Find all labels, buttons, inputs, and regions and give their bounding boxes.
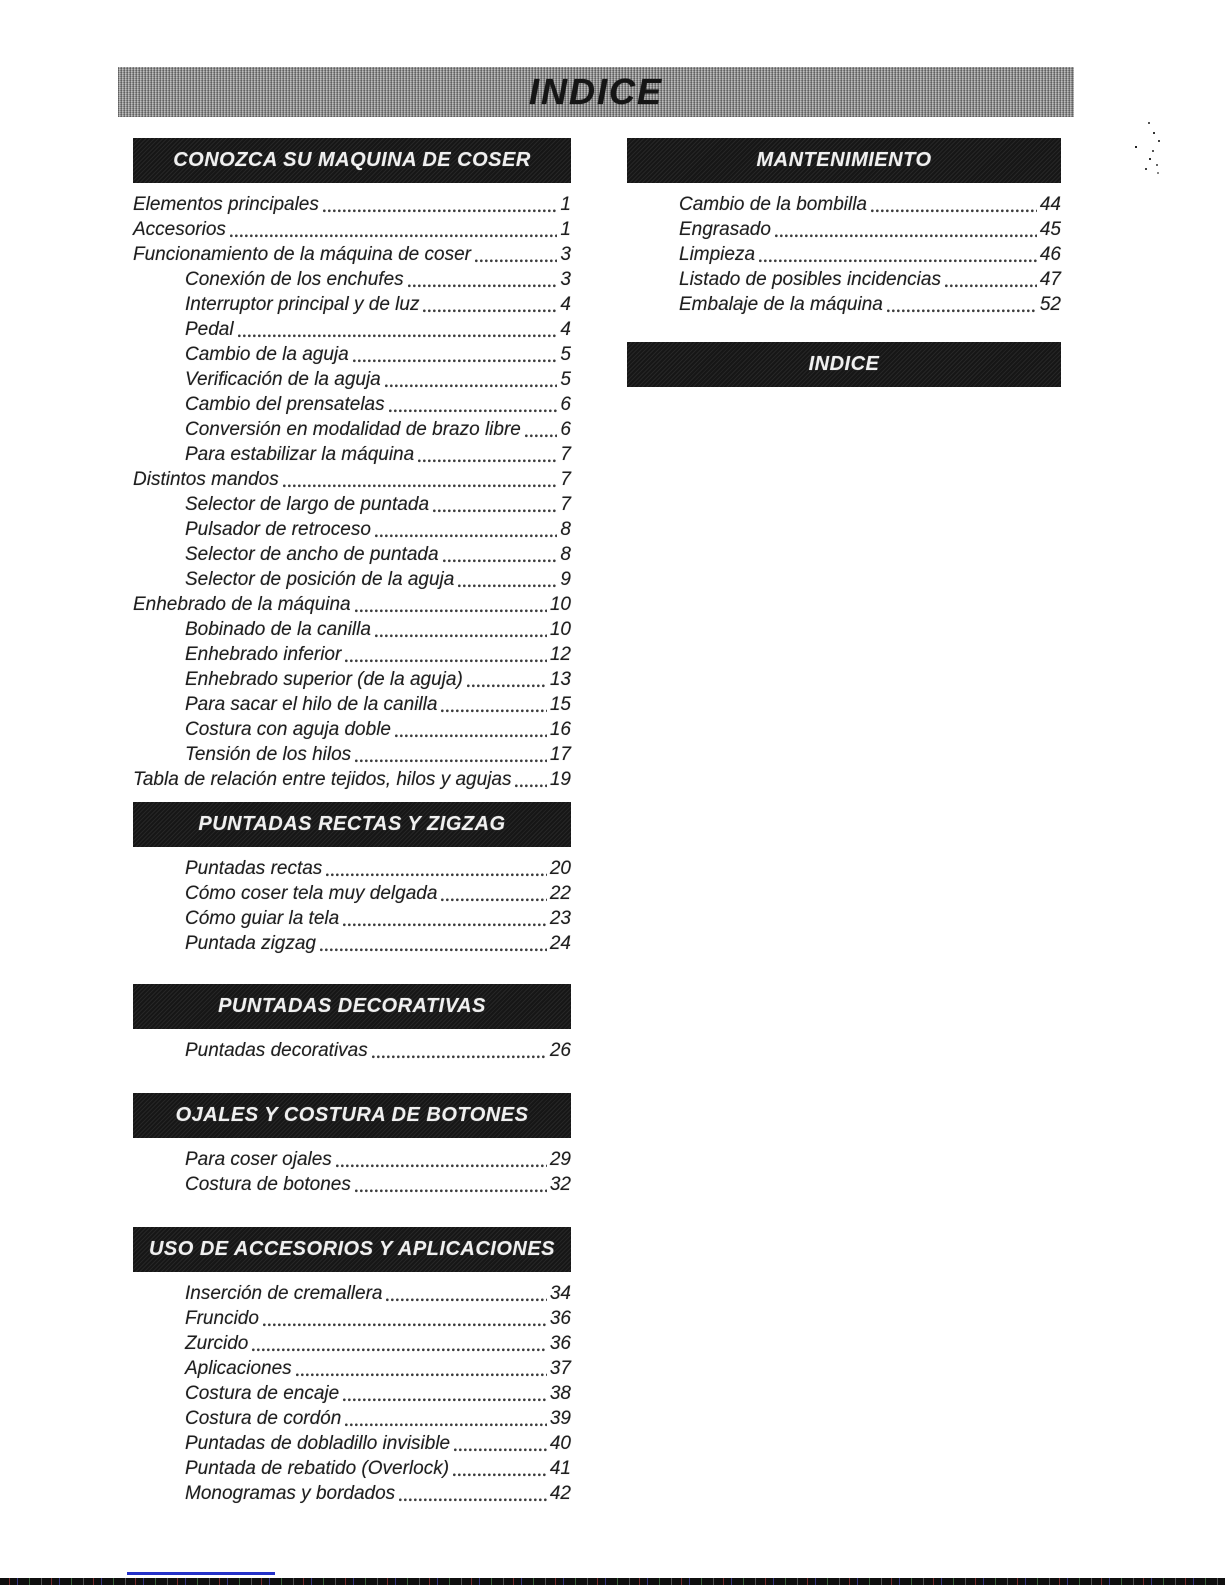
toc-entry: [133, 492, 571, 517]
toc-entry-label: Puntadas decorativas: [185, 1040, 368, 1061]
dot-leader: [353, 342, 558, 367]
toc-entry-page: 32: [549, 1174, 571, 1195]
toc-entry: [627, 292, 1061, 317]
scan-edge-artifact: [0, 1578, 1225, 1585]
toc-entry-label: Para estabilizar la máquina: [185, 444, 415, 465]
toc-entry-label: Verificación de la aguja: [185, 369, 381, 390]
index-title-banner: [118, 67, 1074, 117]
toc-entry-label: Distintos mandos: [133, 469, 279, 490]
toc-entry: [133, 1456, 571, 1481]
toc-entry-page: 5: [560, 369, 571, 390]
toc-entry: [133, 367, 571, 392]
toc-entry-page: 17: [549, 744, 571, 765]
dot-leader: [230, 217, 558, 242]
dot-leader: [475, 242, 557, 267]
toc-section-conozca: [133, 138, 571, 792]
dot-leader: [399, 1481, 547, 1506]
toc-entry-label: Selector de largo de puntada: [185, 494, 430, 515]
dot-leader: [323, 192, 558, 217]
toc-entry: [133, 292, 571, 317]
toc-entry: [133, 1306, 571, 1331]
section-heading: USO DE ACCESORIOS Y APLICACIONES: [133, 1227, 571, 1272]
toc-entry-label: Embalaje de la máquina: [679, 294, 883, 315]
section-heading: CONOZCA SU MAQUINA DE COSER: [133, 138, 571, 183]
toc-entry-page: 34: [549, 1283, 571, 1304]
toc-entry-page: 1: [560, 194, 571, 215]
toc-entry-page: 7: [560, 494, 571, 515]
toc-entry: [133, 767, 571, 792]
toc-entry-page: 4: [560, 319, 571, 340]
toc-entry-page: 12: [549, 644, 571, 665]
toc-entry-page: 36: [549, 1333, 571, 1354]
dot-leader: [453, 1456, 547, 1481]
dot-leader: [945, 267, 1037, 292]
dot-leader: [515, 767, 546, 792]
dot-leader: [441, 881, 546, 906]
toc-entry: [133, 642, 571, 667]
toc-entry: [133, 467, 571, 492]
dot-leader: [283, 467, 558, 492]
dot-leader: [320, 931, 547, 956]
dot-leader: [433, 492, 557, 517]
toc-entry-page: 4: [560, 294, 571, 315]
toc-entry: [133, 1381, 571, 1406]
dot-leader: [296, 1356, 547, 1381]
toc-entry: [627, 217, 1061, 242]
toc-entry-page: 20: [549, 858, 571, 879]
dot-leader: [395, 717, 547, 742]
toc-entry-label: Costura de botones: [185, 1174, 351, 1195]
dot-leader: [345, 1406, 547, 1431]
dot-leader: [441, 692, 546, 717]
toc-entry-page: 52: [1039, 294, 1061, 315]
toc-entry-label: Para sacar el hilo de la canilla: [185, 694, 438, 715]
toc-entry-label: Tabla de relación entre tejidos, hilos y agujas: [133, 769, 512, 790]
toc-entry-page: 5: [560, 344, 571, 365]
dot-leader: [336, 1147, 547, 1172]
toc-section-mantenimiento: [627, 138, 1061, 317]
dot-leader: [408, 267, 558, 292]
toc-entry: [133, 931, 571, 956]
toc-section-accesorios: [133, 1227, 571, 1506]
toc-entry: [133, 267, 571, 292]
toc-entry-page: 9: [560, 569, 571, 590]
toc-entry-label: Conexión de los enchufes: [185, 269, 404, 290]
toc-entry-page: 15: [549, 694, 571, 715]
toc-entry: [133, 392, 571, 417]
toc-entry: [133, 906, 571, 931]
section-heading: MANTENIMIENTO: [627, 138, 1061, 183]
toc-entry: [133, 417, 571, 442]
toc-entry: [133, 592, 571, 617]
toc-entry: [133, 881, 571, 906]
toc-entry: [133, 692, 571, 717]
toc-entry-label: Puntadas de dobladillo invisible: [185, 1433, 451, 1454]
dot-leader: [375, 517, 558, 542]
toc-entry-page: 10: [549, 619, 571, 640]
toc-entry: [133, 1356, 571, 1381]
dot-leader: [355, 1172, 547, 1197]
toc-entry: [133, 1147, 571, 1172]
toc-entry-label: Pulsador de retroceso: [185, 519, 371, 540]
toc-entry-page: 1: [560, 219, 571, 240]
toc-entry: [133, 1481, 571, 1506]
dot-leader: [458, 567, 557, 592]
dot-leader: [467, 667, 547, 692]
toc-entry-label: Selector de ancho de puntada: [185, 544, 439, 565]
toc-section-ojales: [133, 1093, 571, 1197]
toc-entry-label: Pedal: [185, 319, 234, 340]
section-heading: PUNTADAS RECTAS Y ZIGZAG: [133, 802, 571, 847]
dot-leader: [372, 1038, 547, 1063]
toc-entry: [133, 1331, 571, 1356]
toc-list: [133, 1281, 571, 1506]
toc-entry-label: Listado de posibles incidencias: [679, 269, 941, 290]
toc-entry-page: 40: [549, 1433, 571, 1454]
toc-entry: [133, 342, 571, 367]
toc-entry-page: 10: [549, 594, 571, 615]
toc-entry-label: Cambio de la bombilla: [679, 194, 867, 215]
dot-leader: [252, 1331, 547, 1356]
toc-entry-label: Limpieza: [679, 244, 756, 265]
toc-entry-page: 41: [549, 1458, 571, 1479]
toc-entry-label: Funcionamiento de la máquina de coser: [133, 244, 471, 265]
toc-entry-label: Enhebrado inferior: [185, 644, 342, 665]
toc-entry-label: Engrasado: [679, 219, 771, 240]
dot-leader: [343, 1381, 547, 1406]
dot-leader: [887, 292, 1037, 317]
toc-entry-page: 19: [549, 769, 571, 790]
toc-entry-label: Conversión en modalidad de brazo libre: [185, 419, 521, 440]
dot-leader: [238, 317, 558, 342]
toc-section-rectas: [133, 802, 571, 956]
toc-entry: [627, 267, 1061, 292]
toc-list: [133, 1038, 571, 1063]
toc-entry-page: 3: [560, 269, 571, 290]
toc-entry-label: Puntada de rebatido (Overlock): [185, 1458, 450, 1479]
toc-entry: [133, 856, 571, 881]
toc-entry-page: 22: [549, 883, 571, 904]
toc-entry-page: 36: [549, 1308, 571, 1329]
toc-entry-label: Interruptor principal y de luz: [185, 294, 420, 315]
toc-entry-page: 24: [549, 933, 571, 954]
toc-entry: [133, 442, 571, 467]
dot-leader: [355, 592, 547, 617]
toc-entry-page: 6: [560, 394, 571, 415]
dot-leader: [355, 742, 547, 767]
toc-entry: [133, 542, 571, 567]
toc-entry: [133, 1431, 571, 1456]
toc-column-left: [133, 138, 571, 1506]
toc-entry-page: 13: [549, 669, 571, 690]
toc-entry: [133, 567, 571, 592]
toc-entry-label: Cómo coser tela muy delgada: [185, 883, 438, 904]
toc-entry: [133, 242, 571, 267]
dot-leader: [345, 642, 547, 667]
toc-list: [627, 192, 1061, 317]
toc-entry: [133, 617, 571, 642]
dot-leader: [343, 906, 547, 931]
toc-list: [133, 192, 571, 792]
dot-leader: [389, 392, 558, 417]
toc-entry: [133, 317, 571, 342]
dot-leader: [871, 192, 1037, 217]
toc-entry-label: Monogramas y bordados: [185, 1483, 396, 1504]
toc-entry-page: 39: [549, 1408, 571, 1429]
toc-column-right: [627, 138, 1061, 387]
toc-entry-label: Zurcido: [185, 1333, 249, 1354]
toc-entry-label: Inserción de cremallera: [185, 1283, 383, 1304]
toc-entry: [627, 192, 1061, 217]
toc-entry-label: Puntada zigzag: [185, 933, 316, 954]
toc-entry-page: 8: [560, 519, 571, 540]
toc-entry: [627, 242, 1061, 267]
toc-entry: [133, 1172, 571, 1197]
toc-entry-label: Fruncido: [185, 1308, 259, 1329]
dot-leader: [263, 1306, 547, 1331]
toc-entry-page: 8: [560, 544, 571, 565]
section-heading: OJALES Y COSTURA DE BOTONES: [133, 1093, 571, 1138]
toc-entry: [133, 717, 571, 742]
toc-entry-page: 7: [560, 469, 571, 490]
toc-entry-label: Bobinado de la canilla: [185, 619, 371, 640]
dot-leader: [454, 1431, 547, 1456]
toc-entry-page: 7: [560, 444, 571, 465]
toc-entry-page: 47: [1039, 269, 1061, 290]
toc-entry-page: 26: [549, 1040, 571, 1061]
toc-entry-label: Cómo guiar la tela: [185, 908, 340, 929]
toc-entry-page: 44: [1039, 194, 1061, 215]
section-heading: PUNTADAS DECORATIVAS: [133, 984, 571, 1029]
toc-entry-page: 45: [1039, 219, 1061, 240]
toc-section-indice: [627, 342, 1061, 387]
toc-entry-label: Cambio de la aguja: [185, 344, 349, 365]
dot-leader: [326, 856, 547, 881]
toc-entry-label: Costura de cordón: [185, 1408, 342, 1429]
toc-list: [133, 856, 571, 956]
dot-leader: [759, 242, 1037, 267]
toc-list: [133, 1147, 571, 1197]
toc-entry-label: Accesorios: [133, 219, 226, 240]
toc-entry-label: Elementos principales: [133, 194, 319, 215]
toc-entry-page: 37: [549, 1358, 571, 1379]
scan-noise-specks: [1148, 122, 1150, 124]
toc-entry-page: 29: [549, 1149, 571, 1170]
toc-entry-page: 6: [560, 419, 571, 440]
dot-leader: [775, 217, 1037, 242]
toc-entry: [133, 517, 571, 542]
toc-entry-label: Tensión de los hilos: [185, 744, 352, 765]
dot-leader: [386, 1281, 546, 1306]
toc-entry-label: Costura de encaje: [185, 1383, 340, 1404]
toc-entry-label: Costura con aguja doble: [185, 719, 391, 740]
toc-entry-label: Para coser ojales: [185, 1149, 332, 1170]
toc-entry-label: Cambio del prensatelas: [185, 394, 385, 415]
page-title: INDICE: [528, 71, 663, 112]
dot-leader: [423, 292, 557, 317]
toc-entry: [133, 1281, 571, 1306]
toc-entry-page: 3: [560, 244, 571, 265]
toc-entry-page: 23: [549, 908, 571, 929]
toc-entry-page: 16: [549, 719, 571, 740]
toc-entry: [133, 1038, 571, 1063]
toc-entry-label: Aplicaciones: [185, 1358, 292, 1379]
scan-blue-mark: [127, 1572, 275, 1575]
toc-entry: [133, 1406, 571, 1431]
toc-entry: [133, 217, 571, 242]
toc-entry-label: Enhebrado superior (de la aguja): [185, 669, 463, 690]
toc-entry: [133, 667, 571, 692]
toc-entry-label: Enhebrado de la máquina: [133, 594, 351, 615]
section-heading: INDICE: [627, 342, 1061, 387]
toc-entry-page: 46: [1039, 244, 1061, 265]
toc-entry-label: Puntadas rectas: [185, 858, 323, 879]
toc-entry-label: Selector de posición de la aguja: [185, 569, 455, 590]
toc-section-decorativas: [133, 984, 571, 1063]
dot-leader: [525, 417, 558, 442]
dot-leader: [443, 542, 558, 567]
dot-leader: [375, 617, 547, 642]
toc-entry: [133, 742, 571, 767]
dot-leader: [385, 367, 558, 392]
toc-entry-page: 42: [549, 1483, 571, 1504]
dot-leader: [418, 442, 557, 467]
toc-entry-page: 38: [549, 1383, 571, 1404]
toc-entry: [133, 192, 571, 217]
